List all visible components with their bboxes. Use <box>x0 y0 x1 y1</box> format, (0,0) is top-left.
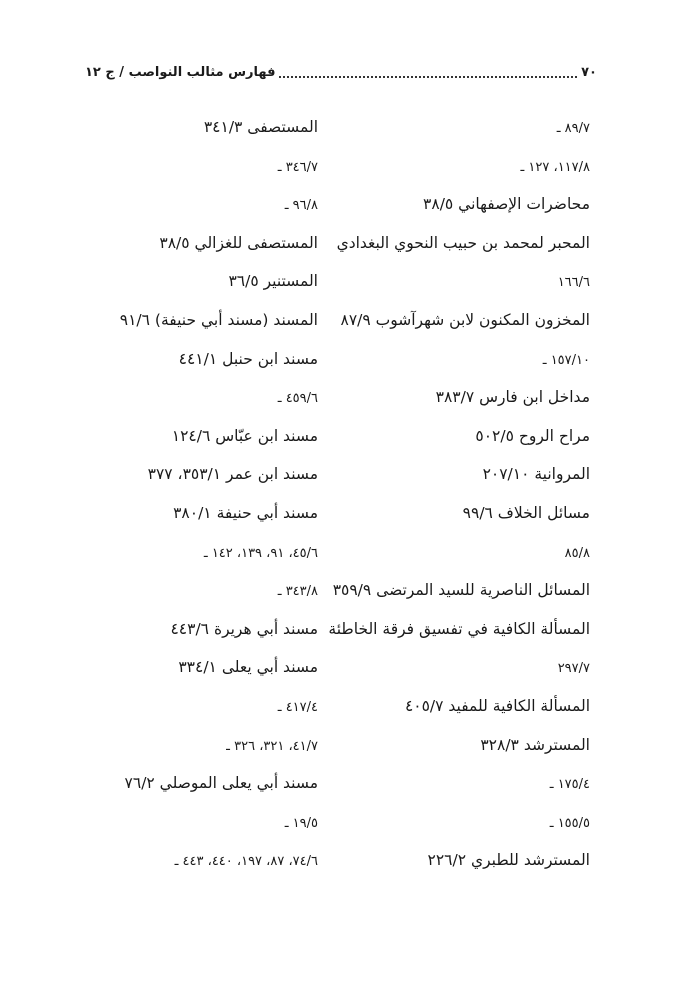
index-entry-text: مسند ابن حنبل ٤٤١/١ <box>178 349 318 368</box>
index-entry <box>78 455 318 494</box>
index-subentry <box>330 533 590 572</box>
index-subentry <box>330 803 590 842</box>
index-entry-text: ١٧٥/٤ ـ <box>549 777 590 793</box>
index-entry <box>78 108 318 147</box>
index-entry <box>330 417 590 456</box>
index-entry-text: ٩٦/٨ ـ <box>284 198 318 214</box>
index-column-left <box>78 108 318 880</box>
index-entry-text: المستصفى ٣٤١/٣ <box>203 118 318 136</box>
index-subentry <box>78 726 318 765</box>
index-entry-text: ١٥٥/٥ ـ <box>549 815 590 831</box>
index-entry <box>78 417 318 456</box>
index-subentry <box>78 533 318 572</box>
index-entry-text: المخزون المكنون لابن شهرآشوب ٨٧/٩ <box>340 310 590 329</box>
index-subentry <box>330 340 590 379</box>
index-entry-text: ٤١/٧، ٣٢١، ٣٢٦ ـ <box>226 738 318 754</box>
index-subentry <box>78 687 318 726</box>
index-entry <box>78 301 318 340</box>
index-entry <box>78 224 318 263</box>
index-entry <box>330 726 590 765</box>
index-column-right <box>330 108 590 880</box>
running-title: فهارس مثالب النواصب / ج ١٢ <box>85 64 276 80</box>
index-entry <box>330 494 590 533</box>
index-entry-text: محاضرات الإصفهاني ٣٨/٥ <box>423 195 590 214</box>
index-entry-text: مسند ابن عبّاس ١٢٤/٦ <box>171 426 318 445</box>
index-entry <box>330 610 590 649</box>
dot-leader <box>279 66 577 78</box>
index-entry-text: ٢٩٧/٧ <box>557 661 590 677</box>
index-subentry <box>78 378 318 417</box>
index-entry-text: ١٩/٥ ـ <box>284 815 318 831</box>
index-entry <box>330 185 590 224</box>
index-entry-text: ٨٩/٧ ـ <box>556 121 590 136</box>
index-entry <box>330 841 590 880</box>
index-entry-text: المسترشد للطبري ٢٢٦/٢ <box>427 851 590 870</box>
index-subentry <box>78 185 318 224</box>
index-entry-text: المروانية ٢٠٧/١٠ <box>482 465 590 484</box>
index-entry-text: مداخل ابن فارس ٣٨٣/٧ <box>435 388 590 407</box>
index-entry-text: ٨٥/٨ <box>564 545 590 561</box>
index-entry-text: ٤١٧/٤ ـ <box>277 699 318 715</box>
index-entry-text: ١١٧/٨، ١٢٧ ـ <box>520 159 590 175</box>
index-entry <box>330 687 590 726</box>
index-entry-text: ٤٥٩/٦ ـ <box>277 391 318 407</box>
index-entry-text: مسند أبي يعلى الموصلي ٧٦/٢ <box>124 774 318 793</box>
index-subentry <box>78 571 318 610</box>
index-entry-text: مسند أبي يعلى ٣٣٤/١ <box>178 658 318 677</box>
index-entry-text: مسند ابن عمر ٣٥٣/١، ٣٧٧ <box>147 465 318 484</box>
index-entry-text: المسائل الناصرية للسيد المرتضى ٣٥٩/٩ <box>332 581 590 600</box>
index-entry-text: ١٦٦/٦ <box>557 275 590 291</box>
index-entry <box>78 764 318 803</box>
index-entry-text: ١٥٧/١٠ ـ <box>542 352 590 368</box>
running-header <box>85 60 597 84</box>
page-number: ٧٠ <box>581 64 597 80</box>
index-entry-text: المستصفى للغزالي ٣٨/٥ <box>159 233 318 252</box>
index-subentry <box>330 262 590 301</box>
index-entry-text: ٣٤٦/٧ ـ <box>277 159 318 175</box>
index-entry-text: ٧٤/٦، ٨٧، ١٩٧، ٤٤٠، ٤٤٣ ـ <box>174 854 318 870</box>
index-entry-text: المحبر لمحمد بن حبيب النحوي البغدادي <box>336 233 590 252</box>
index-subentry <box>330 648 590 687</box>
index-entry-text: مسائل الخلاف ٩٩/٦ <box>462 503 590 522</box>
index-entry-text: المسألة الكافية للمفيد ٤٠٥/٧ <box>404 696 590 715</box>
index-entry-text: ٣٤٣/٨ ـ <box>277 584 318 600</box>
index-entry <box>78 262 318 301</box>
index-subentry <box>330 108 590 147</box>
index-entry-text: المسألة الكافية في تفسيق فرقة الخاطئة <box>328 619 590 638</box>
index-subentry <box>78 147 318 186</box>
index-subentry <box>78 841 318 880</box>
index-entry-text: مراح الروح ٥٠٢/٥ <box>475 426 590 445</box>
index-entry-text: ٤٥/٦، ٩١، ١٣٩، ١٤٢ ـ <box>203 545 318 561</box>
index-subentry <box>78 803 318 842</box>
index-entry <box>78 648 318 687</box>
index-entry <box>78 610 318 649</box>
index-entry <box>330 571 590 610</box>
index-subentry <box>330 147 590 186</box>
index-entry <box>330 455 590 494</box>
index-entry-text: المسترشد ٣٢٨/٣ <box>480 735 590 754</box>
index-subentry <box>330 764 590 803</box>
index-entry <box>330 301 590 340</box>
index-entry <box>78 340 318 379</box>
index-entry <box>330 224 590 263</box>
index-entry-text: المستنير ٣٦/٥ <box>228 272 318 291</box>
index-entry <box>330 378 590 417</box>
index-entry <box>78 494 318 533</box>
index-entry-text: مسند أبي هريرة ٤٤٣/٦ <box>170 619 318 638</box>
index-entry-text: المسند (مسند أبي حنيفة) ٩١/٦ <box>119 310 318 329</box>
index-entry-text: مسند أبي حنيفة ٣٨٠/١ <box>173 503 318 522</box>
